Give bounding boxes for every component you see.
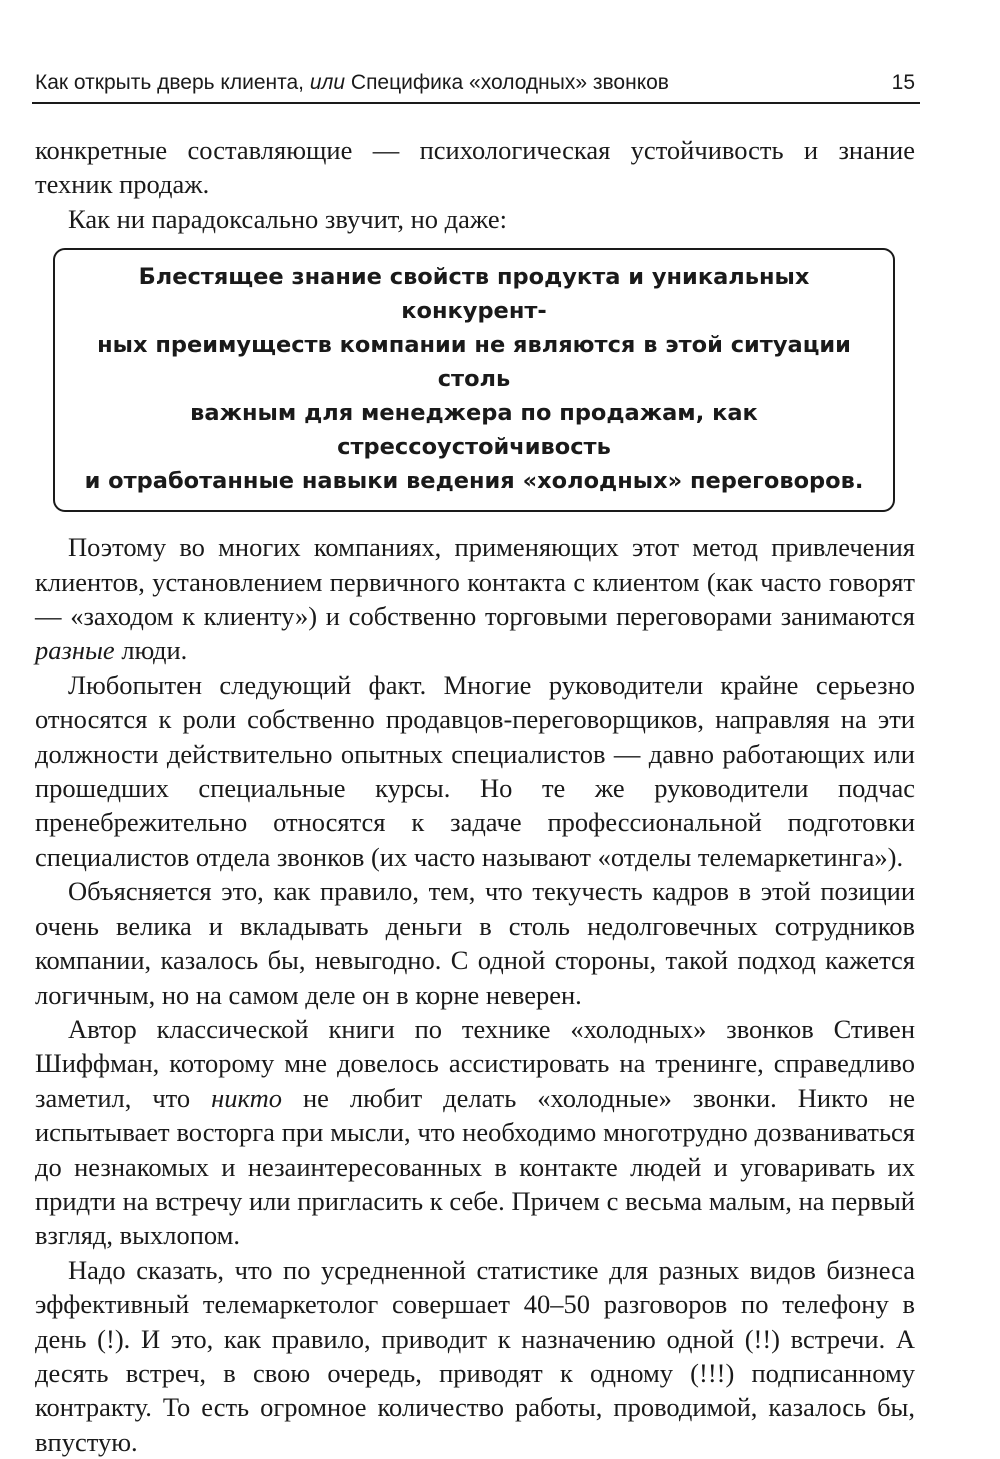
callout-line: важным для менеджера по продажам, как стрессоустойчивость: [190, 400, 758, 461]
paragraph: Надо сказать, что по усредненной статистике для разных видов бизнеса эффективный телемаркетолог совершает 40–50 разговоров по телефону в день (!). И это, как правило, приводит к назначению одной (!!) встречи. А десять встреч, в свою очередь, приводят к одному (!!!) подписанному контракту. То есть огромное количество работы, проводимой, казалось бы, впустую.: [35, 1254, 915, 1457]
body-text: [35, 133, 915, 1459]
running-head: [35, 70, 915, 102]
paragraph: [35, 1012, 915, 1253]
callout-box: [53, 248, 895, 512]
callout-line: ных преимуществ компании не являются в этой ситуации столь: [97, 332, 851, 393]
paragraph-lead-in: Как ни парадоксально звучит, но даже:: [68, 203, 507, 234]
paragraph-text: Автор классической книги по технике «холодных» звонков Стивен Шиффман, которому мне довелось ассистировать на тренинге, справедливо заметил, что: [35, 1013, 915, 1113]
paragraph: Любопытен следующий факт. Многие руководители крайне серьезно относятся к роли собственно продавцов-переговорщиков, направляя на эти должности действительно опытных специалистов — давно работающих или прошедших специальные курсы. Но те же руководители подчас пренебрежительно относятся к задаче профессиональной подготовки специалистов отдела звонков (их часто называют «отделы телемаркетинга»).: [35, 669, 915, 872]
paragraph-text: Поэтому во многих компаниях, применяющих этот метод привлечения клиентов, установлением первичного контакта с клиентом (как часто говорят — «заходом к клиенту») и собственно торговыми переговорами занимаются: [35, 532, 915, 632]
paragraph: [35, 530, 915, 668]
running-head-title-part2: Специфика «холодных» звонков: [345, 71, 669, 94]
paragraph-text: не любит делать «холодные» звонки. Никто не испытывает восторга при мысли, что необходимо многотрудно дозваниваться до незнакомых и незаинтересованных в контакте людей и уговаривать их придти на встречу или пригласить к себе. Причем с весьма малым, на первый взгляд, выхлопом.: [35, 1082, 916, 1251]
header-rule: [32, 102, 920, 104]
running-head-title: [35, 70, 669, 96]
paragraph-continued: конкретные составляющие — психологическая устойчивость и знание техник продаж.: [35, 135, 915, 200]
page-number: 15: [891, 71, 915, 94]
callout-line: Блестящее знание свойств продукта и уникальных конкурент-: [138, 264, 810, 325]
paragraph: Объясняется это, как правило, тем, что текучесть кадров в этой позиции очень велика и вкладывать деньги в столь недолговечных сотрудников компании, казалось бы, невыгодно. С одной стороны, такой подход кажется логичным, но на самом деле он в корне неверен.: [35, 876, 915, 1010]
running-head-title-part1: Как открыть дверь клиента,: [35, 71, 310, 94]
running-head-title-italic: или: [309, 71, 346, 94]
callout-line: и отработанные навыки ведения «холодных» переговоров.: [84, 468, 864, 495]
paragraph-text: люди.: [114, 635, 188, 666]
paragraph-emphasis: разные: [35, 635, 115, 666]
paragraph-emphasis: никто: [211, 1082, 282, 1113]
